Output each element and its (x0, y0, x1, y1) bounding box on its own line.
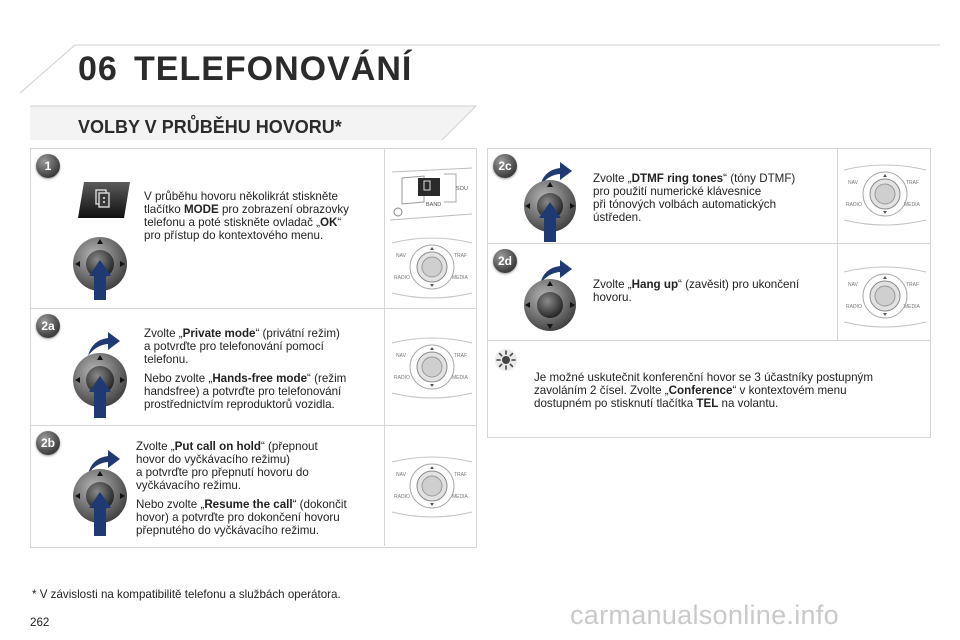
step-2b-text (136, 440, 347, 537)
radio-label: RADIO (394, 275, 410, 281)
text-span: telefonu a poté stiskněte ovladač „ (144, 216, 320, 229)
mode-button-icon (76, 178, 136, 222)
sou-label: SOU (456, 186, 468, 192)
media-label: MEDIA (452, 275, 468, 281)
chapter-title: TELEFONOVÁNÍ (134, 50, 413, 88)
radio-label: RADIO (846, 202, 862, 208)
resume-the-call-keyword: Resume the call (204, 498, 293, 511)
text-span: dostupném po stisknutí tlačítka (534, 397, 697, 410)
radio-unit-mode-illustration (384, 150, 476, 230)
tel-keyword: TEL (696, 397, 719, 410)
traf-label: TRAF (454, 253, 468, 259)
nav-label: NAV (848, 180, 858, 186)
text-span: Zvolte „ (593, 172, 632, 185)
text-span: pro zobrazení obrazovky (218, 203, 349, 216)
dtmf-ring-tones-keyword: DTMF ring tones (631, 172, 724, 185)
section-title: VOLBY V PRŮBĚHU HOVORU* (78, 117, 342, 137)
text-span: Nebo zvolte „ (136, 498, 205, 511)
step-2c-text (593, 172, 795, 224)
text-line: pro použití numerické klávesnice (593, 185, 762, 198)
rotary-knob-icon (70, 350, 134, 420)
conference-tip-text (534, 371, 873, 410)
traf-label: TRAF (906, 282, 920, 288)
step-badge-icon: 2c (493, 154, 517, 178)
chapter-number: 06 (78, 50, 118, 88)
text-line: a potvrďte pro přepnutí hovoru do (136, 466, 309, 479)
text-line: hovor) a potvrďte pro dokončení hovoru (136, 511, 340, 524)
text-span: “ (privátní režim) (255, 327, 340, 340)
radio-label: RADIO (394, 494, 410, 500)
sun-tip-icon (494, 348, 518, 372)
text-line: hovoru. (593, 291, 632, 304)
control-panel-illustration (390, 233, 474, 301)
rotary-knob-icon (70, 232, 134, 302)
media-label: MEDIA (904, 202, 920, 208)
step-badge-icon: 2b (36, 431, 60, 455)
private-mode-keyword: Private mode (182, 327, 256, 340)
control-panel-illustration (390, 452, 474, 520)
text-span: “ v kontextovém menu (732, 384, 847, 397)
rotary-knob-icon (520, 178, 584, 244)
traf-label: TRAF (454, 472, 468, 478)
text-span: “ (dokončit (292, 498, 347, 511)
step-badge-icon: 2d (493, 249, 517, 273)
media-label: MEDIA (452, 375, 468, 381)
text-line: hovor do vyčkávacího režimu) (136, 453, 291, 466)
control-panel-illustration (842, 262, 928, 330)
text-line: telefonu. (144, 353, 189, 366)
text-line: vyčkávacího režimu. (136, 479, 242, 492)
text-line: a potvrďte pro telefonování pomocí (144, 340, 324, 353)
left-row-divider-2 (30, 425, 476, 426)
traf-label: TRAF (454, 353, 468, 359)
step-badge-icon: 1 (36, 154, 60, 178)
text-span: Zvolte „ (593, 278, 632, 291)
text-span: “ (337, 216, 342, 229)
right-column-divider (837, 148, 838, 340)
nav-label: NAV (848, 282, 858, 288)
hang-up-keyword: Hang up (631, 278, 679, 291)
text-span: “ (přepnout (260, 440, 318, 453)
text-line: při tónových volbách automatických (593, 198, 777, 211)
text-line: ústředen. (593, 211, 642, 224)
step-1-text (144, 190, 349, 242)
right-row-divider-2 (487, 340, 930, 341)
text-line: pro přístup do kontextového menu. (144, 229, 324, 242)
radio-label: RADIO (846, 304, 862, 310)
rotary-knob-icon (70, 466, 134, 538)
text-line: handsfree) a potvrďte pro telefonování (144, 385, 342, 398)
text-span: Zvolte „ (136, 440, 175, 453)
step-2a-text (144, 327, 346, 411)
text-span: “ (režim (307, 372, 347, 385)
text-span: “ (zavěsit) pro ukončení (678, 278, 800, 291)
text-line: prostřednictvím reproduktorů vozidla. (144, 398, 335, 411)
page-number: 262 (30, 616, 50, 629)
step-2d-text (593, 278, 799, 304)
text-span: tlačítko (144, 203, 184, 216)
text-line: V průběhu hovoru několikrát stiskněte (144, 190, 338, 203)
text-span: Nebo zvolte „ (144, 372, 213, 385)
text-line: přepnutého do vyčkávacího režimu. (136, 524, 320, 537)
nav-label: NAV (396, 353, 406, 359)
text-span: zavoláním 2 čísel. Zvolte „ (534, 384, 669, 397)
band-label: BAND (426, 202, 442, 208)
text-line: Je možné uskutečnit konferenční hovor se 3 účastníky postupným (534, 371, 873, 384)
conference-keyword: Conference (668, 384, 733, 397)
left-row-divider-1 (30, 308, 476, 309)
media-label: MEDIA (452, 494, 468, 500)
media-label: MEDIA (904, 304, 920, 310)
radio-label: RADIO (394, 375, 410, 381)
rotary-knob-icon (520, 276, 584, 336)
step-badge-icon: 2a (36, 314, 60, 338)
put-call-on-hold-keyword: Put call on hold (174, 440, 261, 453)
footnote: * V závislosti na kompatibilitě telefonu a službách operátora. (32, 588, 341, 601)
ok-keyword: OK (319, 216, 338, 229)
watermark: carmanualsonline.info (570, 600, 839, 630)
text-span: na volantu. (718, 397, 779, 410)
traf-label: TRAF (906, 180, 920, 186)
control-panel-illustration (842, 160, 928, 228)
nav-label: NAV (396, 472, 406, 478)
text-span: “ (tóny DTMF) (723, 172, 796, 185)
control-panel-illustration (390, 333, 474, 401)
nav-label: NAV (396, 253, 406, 259)
text-span: Zvolte „ (144, 327, 183, 340)
hands-free-mode-keyword: Hands-free mode (212, 372, 308, 385)
mode-keyword: MODE (183, 203, 219, 216)
